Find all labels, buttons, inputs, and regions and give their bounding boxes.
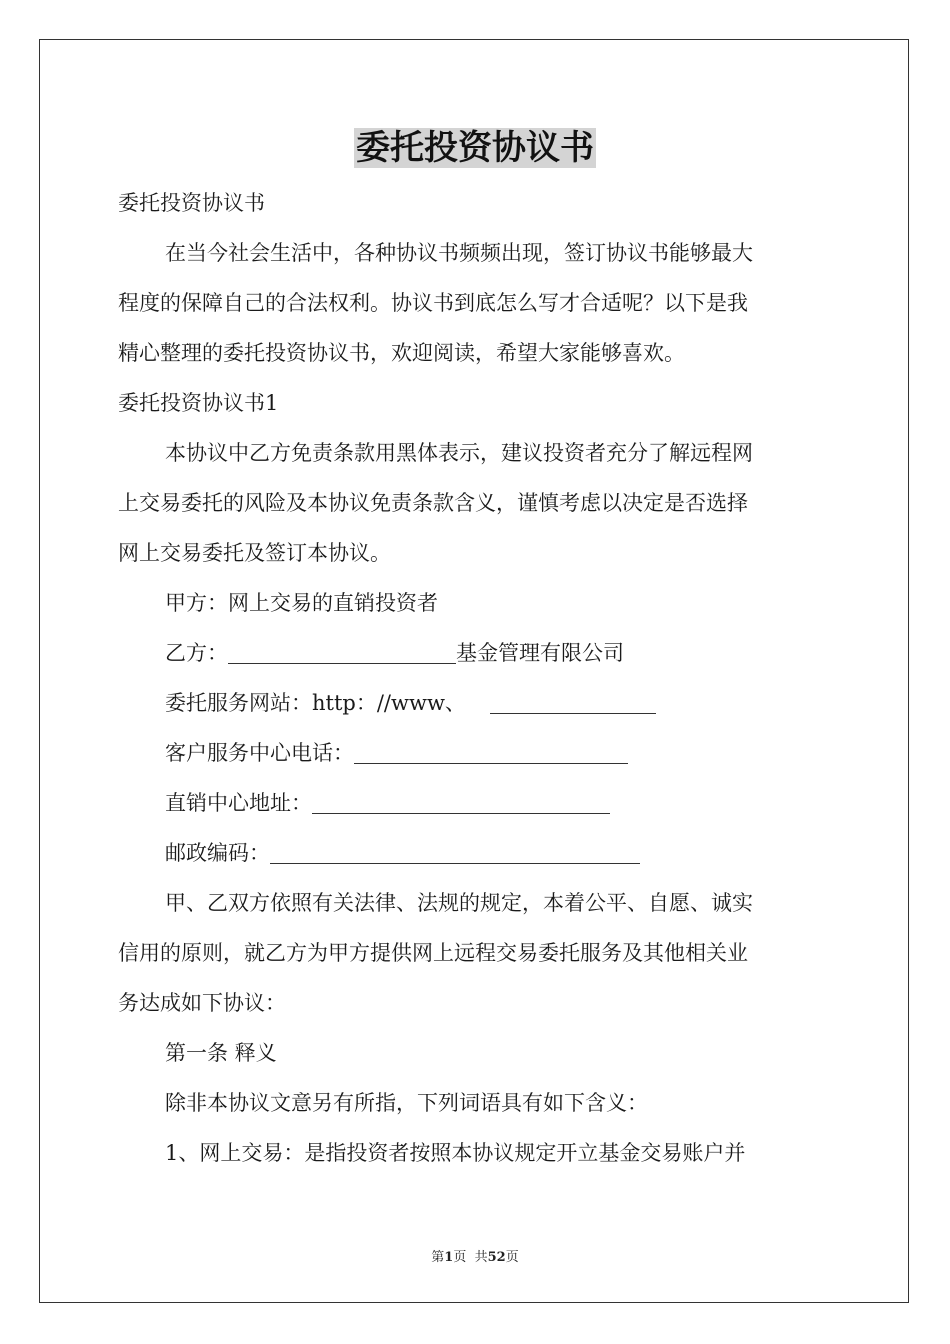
page-footer (0, 1246, 950, 1265)
paragraph-line: 程度的保障自己的合法权利。协议书到底怎么写才合适呢？以下是我 (118, 291, 748, 315)
website-line (118, 678, 834, 728)
footer-mid: 页 共 (453, 1250, 488, 1265)
party-a-line: 甲方：网上交易的直销投资者 (165, 591, 438, 615)
article-heading: 第一条 释义 (165, 1041, 277, 1065)
party-b-suffix: 基金管理有限公司 (456, 641, 624, 665)
paragraph-line: 在当今社会生活中，各种协议书频频出现，签订协议书能够最大 (165, 241, 753, 265)
paragraph-line: 网上交易委托及签订本协议。 (118, 541, 391, 565)
paragraph-line: 务达成如下协议： (118, 991, 286, 1015)
postcode-blank (270, 839, 640, 864)
postcode-line (118, 828, 834, 878)
website-label: 委托服务网站：http：//www、 (165, 691, 466, 715)
address-blank (312, 789, 610, 814)
footer-suffix: 页 (505, 1250, 519, 1265)
paragraph-line: 甲、乙双方依照有关法律、法规的规定，本着公平、自愿、诚实 (165, 891, 753, 915)
paragraph-line: 除非本协议文意另有所指，下列词语具有如下含义： (165, 1091, 648, 1115)
section-heading: 委托投资协议书1 (118, 391, 279, 415)
postcode-label: 邮政编码： (165, 841, 270, 865)
document-body (118, 178, 834, 1178)
paragraph-line: 精心整理的委托投资协议书，欢迎阅读，希望大家能够喜欢。 (118, 341, 685, 365)
party-b-label: 乙方： (165, 641, 228, 665)
subtitle-line: 委托投资协议书 (118, 191, 265, 215)
footer-total-pages: 52 (487, 1250, 506, 1265)
phone-line (118, 728, 834, 778)
phone-blank (354, 739, 628, 764)
party-b-line (118, 628, 834, 678)
footer-page-number: 1 (444, 1250, 454, 1265)
paragraph-line: 1、网上交易：是指投资者按照本协议规定开立基金交易账户并 (165, 1141, 746, 1165)
paragraph-line: 本协议中乙方免责条款用黑体表示，建议投资者充分了解远程网 (165, 441, 753, 465)
address-label: 直销中心地址： (165, 791, 312, 815)
document-title: 委托投资协议书 (356, 128, 594, 168)
address-line (118, 778, 834, 828)
paragraph-line: 信用的原则，就乙方为甲方提供网上远程交易委托服务及其他相关业 (118, 941, 748, 965)
phone-label: 客户服务中心电话： (165, 741, 354, 765)
footer-prefix: 第 (431, 1250, 445, 1265)
title-wrap (0, 128, 950, 168)
website-blank (490, 689, 656, 714)
paragraph-line: 上交易委托的风险及本协议免责条款含义，谨慎考虑以决定是否选择 (118, 491, 748, 515)
party-b-blank (228, 639, 456, 664)
